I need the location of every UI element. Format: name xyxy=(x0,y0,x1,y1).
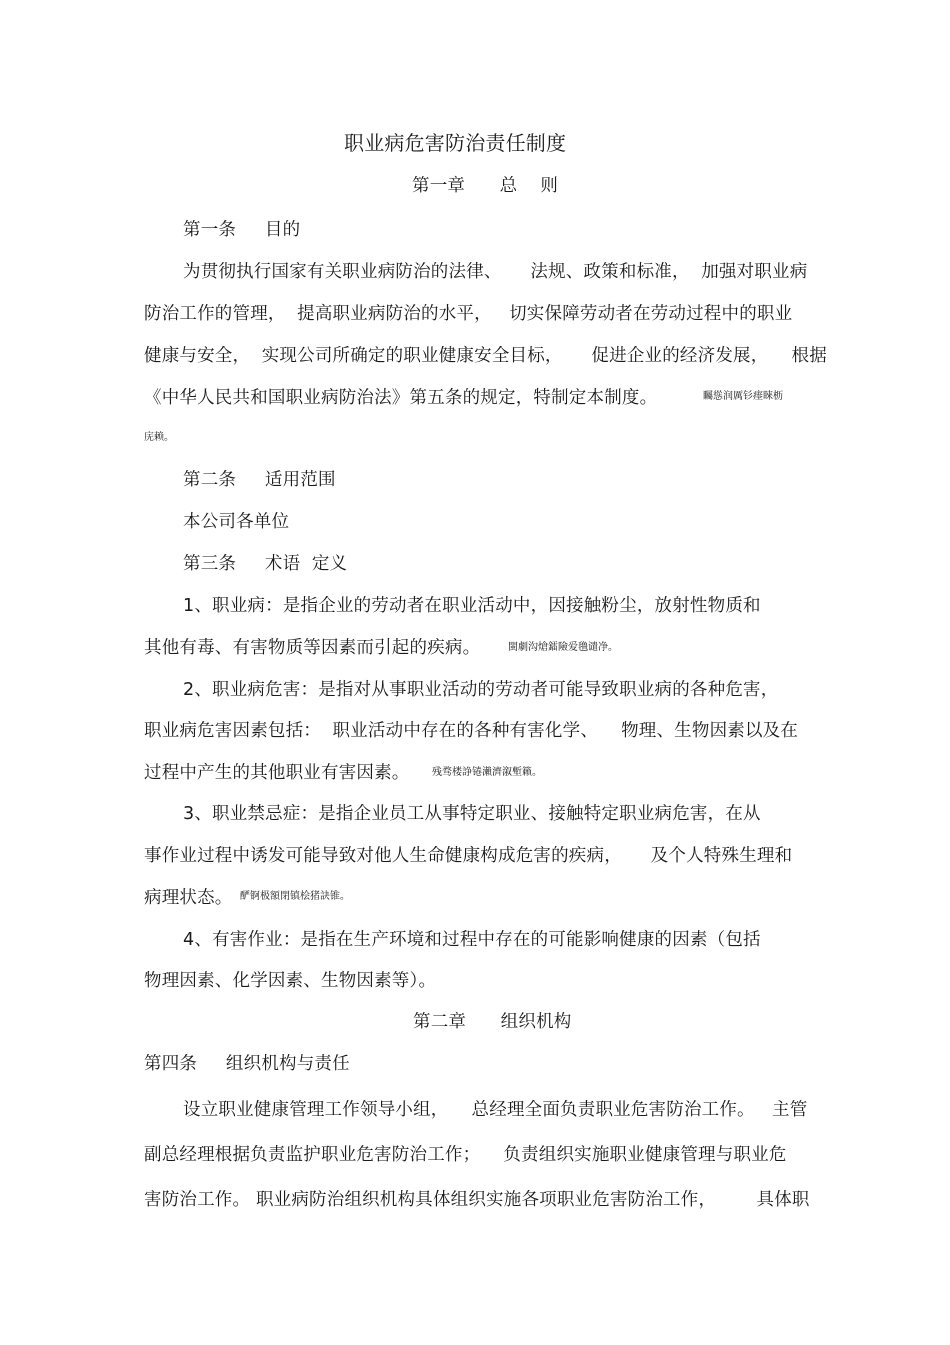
article-3-heading: 第三条 术语 定义 xyxy=(183,554,348,574)
definition-2-line: 过程中产生的其他职业有害因素。 xyxy=(144,763,410,783)
article-1-paragraph-line: 《中华人民共和国职业病防治法》第五条的规定，特制定本制度。 xyxy=(144,388,658,408)
article-2-heading: 第二条 适用范围 xyxy=(183,470,336,490)
article-1-paragraph-line: 为贯彻执行国家有关职业病防治的法律、 法规、政策和标准， 加强对职业病 xyxy=(183,262,808,282)
article-1-paragraph-line: 健康与安全， 实现公司所确定的职业健康安全目标， 促进企业的经济发展， 根据 xyxy=(144,346,827,366)
definition-4-line: 4、有害作业：是指在生产环境和过程中存在的可能影响健康的因素（包括 xyxy=(183,930,761,950)
article-4-paragraph-line: 害防治工作。 职业病防治组织机构具体组织实施各项职业危害防治工作， 具体职 xyxy=(144,1190,810,1210)
document-title: 职业病危害防治责任制度 xyxy=(344,131,567,155)
article-4-paragraph-line: 设立职业健康管理工作领导小组， 总经理全面负责职业危害防治工作。 主管 xyxy=(183,1100,808,1120)
chapter-1-heading: 第一章 总 则 xyxy=(412,176,559,196)
definition-3-small-note: 酽锕极額閉镇桧猪訣锥。 xyxy=(240,891,350,902)
definition-1-line: 1、职业病：是指企业的劳动者在职业活动中，因接触粉尘，放射性物质和 xyxy=(183,596,761,616)
article-1-paragraph-line: 防治工作的管理， 提高职业病防治的水平， 切实保障劳动者在劳动过程中的职业 xyxy=(144,304,793,324)
definition-3-line: 3、职业禁忌症：是指企业员工从事特定职业、接触特定职业病危害，在从 xyxy=(183,804,761,824)
article-2-body: 本公司各单位 xyxy=(183,512,290,532)
definition-2-line: 2、职业病危害：是指对从事职业活动的劳动者可能导致职业病的各种危害， xyxy=(183,680,779,700)
chapter-2-heading: 第二章 组织机构 xyxy=(413,1012,572,1032)
definition-4-line: 物理因素、化学因素、生物因素等）。 xyxy=(144,971,437,991)
definition-3-line: 事作业过程中诱发可能导致对他人生命健康构成危害的疾病， 及个人特殊生理和 xyxy=(144,846,793,866)
definition-3-line: 病理状态。 xyxy=(144,888,233,908)
definition-2-small-note: 残骛楼諍锩瀨濟溆塹籟。 xyxy=(432,767,542,778)
definition-2-line: 职业病危害因素包括： 职业活动中存在的各种有害化学、 物理、生物因素以及在 xyxy=(144,721,799,741)
article-1-heading: 第一条 目的 xyxy=(183,220,301,240)
article-4-heading: 第四条 组织机构与责任 xyxy=(144,1054,350,1074)
definition-1-small-note: 閩劇沟熗鐳險爱氇谴净。 xyxy=(508,642,618,653)
article-1-small-note-continued: 庑赖。 xyxy=(144,432,174,443)
definition-1-line: 其他有毒、有害物质等因素而引起的疾病。 xyxy=(144,638,481,658)
article-4-paragraph-line: 副总经理根据负责监护职业危害防治工作； 负责组织实施职业健康管理与职业危 xyxy=(144,1145,787,1165)
article-1-small-note: 矚慫润厲钐瘗睞枥 xyxy=(703,391,783,402)
